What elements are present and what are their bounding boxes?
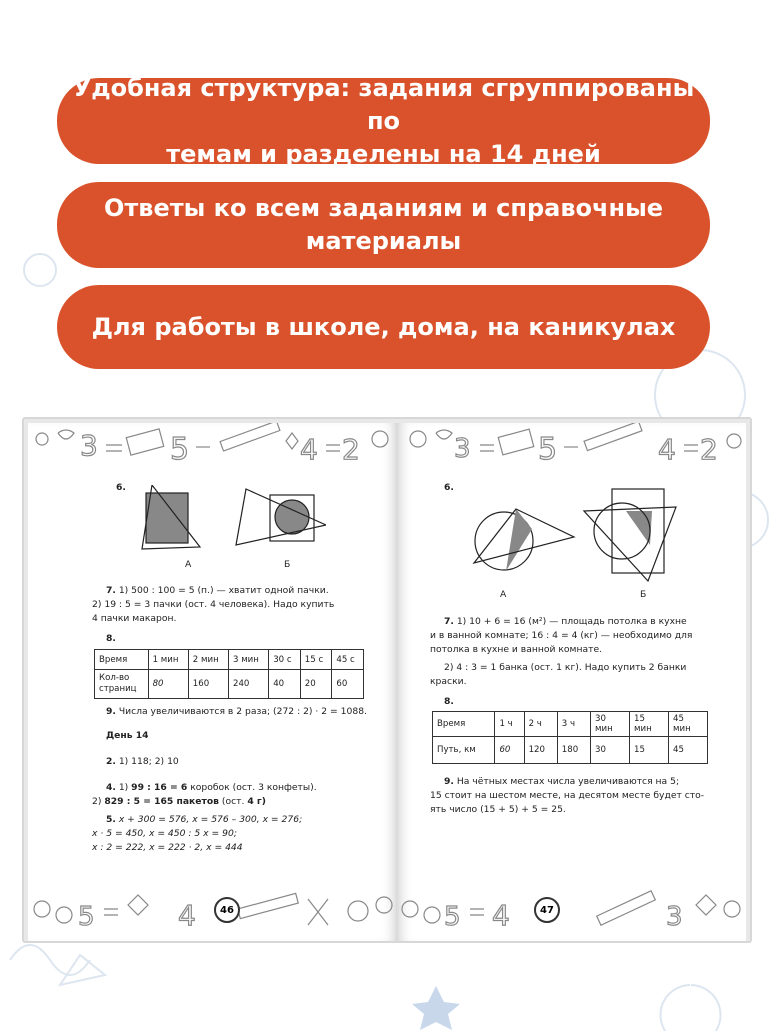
left-task4	[92, 781, 317, 809]
star-doodle-icon	[412, 986, 460, 1030]
doodle-circle	[24, 254, 56, 286]
left-task5	[92, 813, 303, 855]
table-header-cell: 1 мин	[148, 650, 188, 670]
left-fig-a-label: А	[185, 559, 192, 570]
left-task5-line1: x + 300 = 576, x = 576 – 300, x = 276;	[118, 814, 303, 825]
left-task2-text: 1) 118; 2) 10	[118, 756, 179, 767]
banner-answers-line1: Ответы ко всем заданиям и справочные	[103, 194, 664, 222]
table-header-cell: 30 с	[269, 650, 301, 670]
left-bottom-border-doodles	[28, 885, 398, 941]
right-task9	[430, 775, 705, 817]
right-fig-a-label: А	[500, 589, 507, 600]
right-page	[396, 423, 746, 941]
left-task4-l2a: 2)	[92, 796, 102, 807]
fig-b-circle	[275, 500, 309, 534]
table-header-row	[95, 650, 364, 670]
left-task8-number: 8.	[106, 633, 116, 644]
table-header-cell: 3 ч	[557, 712, 590, 737]
table-cell: 40	[269, 670, 301, 699]
table-cell: 20	[300, 670, 332, 699]
table-cell: 30	[591, 737, 630, 764]
table-header-cell: 1 ч	[495, 712, 524, 737]
table-row-label	[95, 670, 149, 699]
left-table	[94, 649, 364, 699]
left-task7-line2: 2) 19 : 5 = 3 пачки (ост. 4 человека). Надо купить	[92, 599, 335, 610]
table-header-row	[433, 712, 708, 737]
left-fig-b-label: Б	[284, 559, 291, 570]
left-task7-line3: 4 пачки макарон.	[92, 613, 177, 624]
svg-text:3: 3	[666, 902, 683, 932]
left-task4-number: 4.	[106, 782, 116, 793]
right-task7-number: 7.	[444, 616, 454, 627]
right-page-number: 47	[534, 897, 560, 923]
svg-text:4: 4	[300, 433, 318, 466]
banner-structure	[57, 73, 710, 168]
right-task7-line4: 2) 4 : 3 = 1 банка (ост. 1 кг). Надо купить 2 банки	[444, 662, 687, 673]
table-cell: 45	[669, 737, 708, 764]
svg-text:4: 4	[658, 433, 676, 466]
right-task9-line2: 15 стоит на шестом месте, на десятом месте будет сто-	[430, 790, 705, 801]
right-task7	[430, 615, 693, 689]
table-row-label: Путь, км	[433, 737, 495, 764]
table-header-cell: 45 с	[332, 650, 364, 670]
left-task5-line3: x : 2 = 222, x = 222 · 2, x = 444	[92, 842, 243, 853]
right-task8-number: 8.	[444, 696, 454, 707]
table-cell: 180	[557, 737, 590, 764]
table-header-cell: 15 мин	[630, 712, 669, 737]
right-task9-number: 9.	[444, 776, 454, 787]
svg-text:4: 4	[178, 899, 196, 932]
table-cell: 80	[148, 670, 188, 699]
left-task5-line2: x · 5 = 450, x = 450 : 5 x = 90;	[92, 828, 237, 839]
svg-text:4: 4	[492, 899, 510, 932]
left-page-number: 46	[214, 897, 240, 923]
svg-text:5: 5	[444, 902, 461, 932]
svg-text:2: 2	[342, 433, 360, 466]
banner-usage-line1: Для работы в школе, дома, на каникулах	[91, 312, 676, 341]
table-cell: 120	[524, 737, 557, 764]
left-task6-number: 6.	[116, 482, 126, 493]
left-page	[28, 423, 398, 941]
table-cell: 60	[495, 737, 524, 764]
left-task9-text: Числа увеличиваются в 2 раза; (272 : 2) · 2 = 1088.	[118, 706, 367, 717]
table-cell: 240	[229, 670, 269, 699]
fig-a-shaded-segment	[506, 509, 532, 571]
table-cell: 60	[332, 670, 364, 699]
right-task7-line2: и в ванной комнате; 16 : 4 = 4 (кг) — необходимо для	[430, 630, 693, 641]
left-task9-number: 9.	[106, 706, 116, 717]
left-task7-line1: 1) 500 : 100 = 5 (п.) — хватит одной пачки.	[118, 585, 329, 596]
table-header-cell: 2 ч	[524, 712, 557, 737]
table-row	[95, 670, 364, 699]
table-row	[433, 737, 708, 764]
left-top-border-doodles	[28, 423, 398, 483]
right-top-border-doodles	[396, 423, 746, 483]
right-task7-line5: краски.	[430, 676, 467, 687]
day-title: День 14	[106, 730, 149, 741]
svg-text:2: 2	[700, 433, 718, 466]
right-task6-figures	[452, 485, 692, 585]
left-task7-number: 7.	[106, 585, 116, 596]
left-task4-l1b: 99 : 16 = 6	[131, 782, 188, 793]
banner-structure-line2: темам и разделены на 14 дней	[166, 139, 601, 168]
banner-structure-line1: Удобная структура: задания сгруппированы по	[72, 73, 695, 135]
table-header-cell: 3 мин	[229, 650, 269, 670]
left-task5-number: 5.	[106, 814, 116, 825]
left-task4-l1c: коробок (ост. 3 конфеты).	[190, 782, 317, 793]
svg-text:5: 5	[78, 902, 95, 932]
table-header-cell: Время	[433, 712, 495, 737]
left-task4-l2d: 4 г)	[247, 796, 266, 807]
banner-usage	[57, 285, 710, 369]
right-task9-line1: На чётных местах числа увеличиваются на 5;	[456, 776, 680, 787]
table-header-cell: Время	[95, 650, 149, 670]
row-label-line2: страниц	[99, 684, 137, 694]
right-fig-b-label: Б	[640, 589, 647, 600]
table-header-cell: 45 мин	[669, 712, 708, 737]
fig-a-square	[146, 493, 188, 543]
table-cell: 160	[188, 670, 228, 699]
left-task2	[106, 755, 179, 769]
left-task2-number: 2.	[106, 756, 116, 767]
row-label-line1: Кол-во	[99, 673, 130, 683]
banner-answers-line2: материалы	[305, 227, 462, 255]
table-header-cell: 2 мин	[188, 650, 228, 670]
right-task7-line1: 1) 10 + 6 = 16 (м²) — площадь потолка в кухне	[456, 616, 687, 627]
right-bottom-border-doodles	[396, 885, 746, 941]
right-table	[432, 711, 708, 764]
left-task6-figures	[136, 485, 326, 557]
left-task4-l2b: 829 : 5 = 165 пакетов	[104, 796, 219, 807]
svg-text:3: 3	[454, 434, 471, 464]
left-task4-l1a: 1)	[118, 782, 129, 793]
left-task4-l2c: (ост.	[221, 796, 245, 807]
svg-text:5: 5	[538, 432, 558, 467]
table-header-cell: 15 с	[300, 650, 332, 670]
table-header-cell: 30 мин	[591, 712, 630, 737]
right-task6-number: 6.	[444, 482, 454, 493]
left-task7	[92, 584, 335, 626]
left-task9	[106, 705, 367, 719]
open-book	[20, 411, 754, 946]
doodle-wave	[10, 945, 90, 975]
right-task9-line3: ять число (15 + 5) + 5 = 25.	[430, 804, 566, 815]
banner-answers	[57, 182, 710, 268]
right-task7-line3: потолка в кухне и ванной комнате.	[430, 644, 603, 655]
svg-text:3: 3	[80, 429, 98, 462]
ball-doodle-icon	[661, 985, 721, 1031]
table-cell: 15	[630, 737, 669, 764]
svg-text:5: 5	[170, 432, 190, 467]
